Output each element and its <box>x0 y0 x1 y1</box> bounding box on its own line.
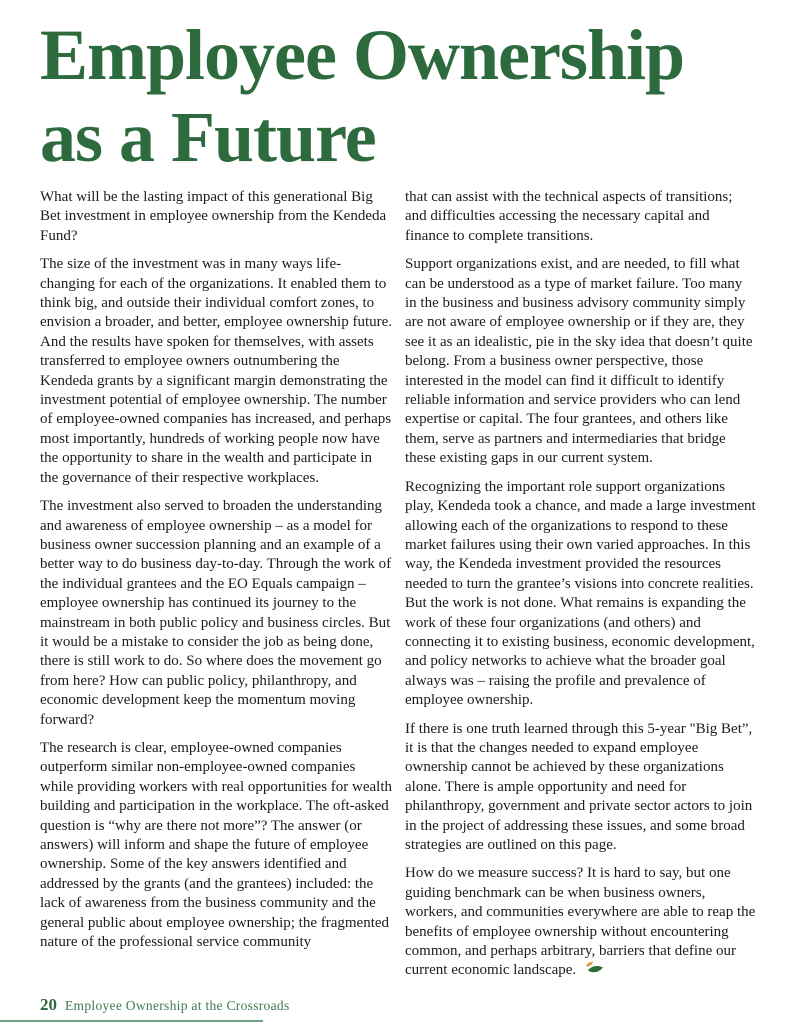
paragraph: Support organizations exist, and are needed, to fill what can be understood as a type of market failure. Too many in the business and business advisory community simply are not aware of employee ownership or if they are, they see it as an idealistic, pie in the sky idea that doesn’t quite belong. From a business owner perspective, those interested in the model can find it difficult to identify reliable information and service providers who can lend expertise or capital. The four grantees, and others like them, serve as partners and intermediaries that bridge these existing gaps in our current system. <box>405 256 753 467</box>
paragraph: If there is one truth learned through this 5-year "Big Bet”, it is that the changes needed to expand employee ownership cannot be achieved by these organizations alone. There is ample opportunity and need for philanthropy, government and private sector actors to join in the project of addressing these issues, and some broad strategies are outlined on this page. <box>405 720 753 853</box>
book-title: Employee Ownership at the Crossroads <box>65 998 290 1013</box>
paragraph: that can assist with the technical aspects of transitions; and difficulties accessing the necessary capital and finance to complete transitions. <box>405 189 733 244</box>
paragraph-text: How do we measure success? It is hard to say, but one guiding benchmark can be when business owners, workers, and communities everywhere are able to reap the benefits of employee ownership without encountering common, and perhaps arbitrary, barriers that define our current economic landscape. <box>405 865 756 979</box>
right-column <box>405 188 757 982</box>
paragraph: The size of the investment was in many ways life-changing for each of the organizations. It enabled them to think big, and outside their individual comfort zones, to envision a broader, and better, employee ownership future. And the results have spoken for themselves, with assets transferred to employee owners outnumbering the Kendeda grants by a significant margin demonstrating the investment potential of employee ownership. The number of employee-owned companies has increased, and perhaps most importantly, hundreds of working people now have the opportunity to share in the wealth and participate in the governance of their respective workplaces. <box>40 256 393 486</box>
left-column <box>40 188 392 982</box>
paragraph <box>405 864 757 981</box>
leaf-end-mark-icon <box>584 961 604 981</box>
body-columns <box>40 188 757 982</box>
paragraph: The investment also served to broaden the understanding and awareness of employee ownership – as a model for business owner succession planning and an example of a better way to do business day-to-day. Through the work of the individual grantees and the EO Equals campaign – employee ownership has continued its journey to the mainstream in both public policy and business circles. But it would be a mistake to consider the job as being done, there is still work to do. So where does the movement go from here? How can public policy, philanthropy, and economic development keep the momentum moving forward? <box>40 498 392 728</box>
paragraph: The research is clear, employee-owned companies outperform similar non-employee-owned companies while providing workers with real opportunities for wealth building and participation in the workplace. The oft-asked question is “why are there not more”? The answer (or answers) will inform and shape the future of employee ownership. Some of the key answers identified and addressed by the grants (and the grantees) included: the lack of awareness from the business community and the general public about employee ownership; the fragmented nature of the professional service community <box>40 739 393 951</box>
page-title-line-2: as a Future <box>40 97 376 177</box>
page-title <box>40 14 761 178</box>
page-footer <box>40 995 290 1015</box>
footer-rule <box>0 1020 263 1022</box>
page-title-line-1: Employee Ownership <box>40 15 685 95</box>
paragraph: What will be the lasting impact of this generational Big Bet investment in employee ownership from the Kendeda Fund? <box>40 189 387 244</box>
paragraph: Recognizing the important role support organizations play, Kendeda took a chance, and made a large investment allowing each of the organizations to respond to these market failures using their own varied approaches. In this way, the Kendeda investment provided the resources needed to turn the grantee’s visions into concrete realities. But the work is not done. What remains is expanding the work of these four organizations (and others) and connecting it to existing business, economic development, and policy networks to achieve what the broader goal always was – raising the profile and prevalence of employee ownership. <box>405 478 756 709</box>
page-number: 20 <box>40 995 57 1014</box>
